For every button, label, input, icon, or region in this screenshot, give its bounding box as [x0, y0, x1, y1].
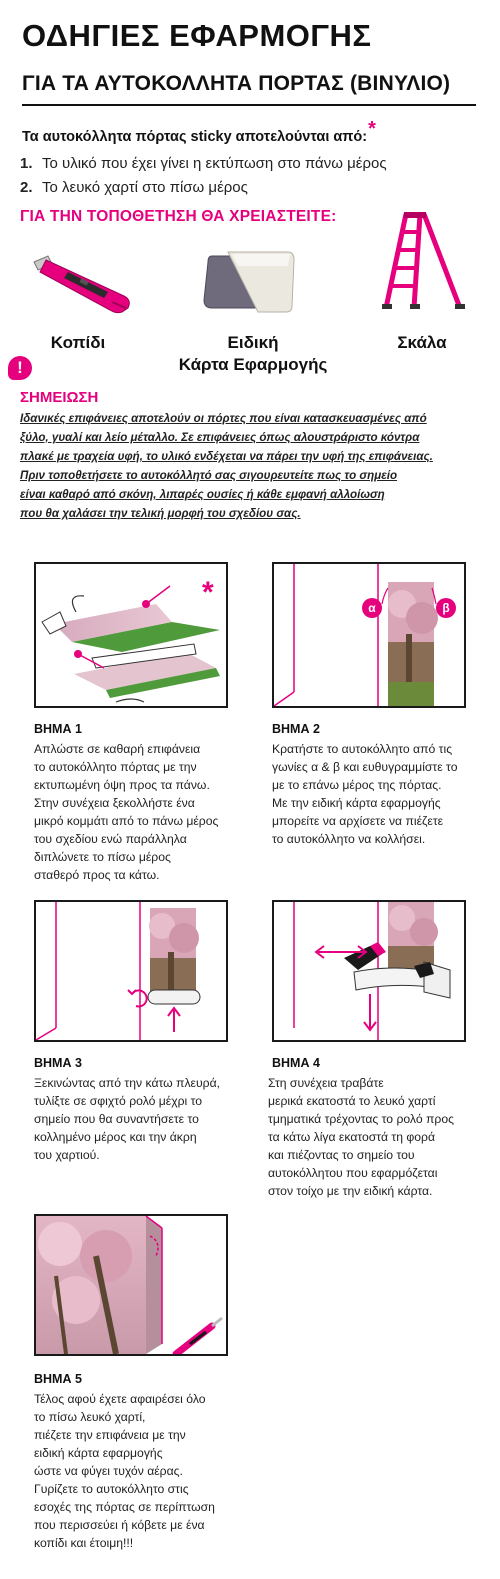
step-line: του σχεδίου ενώ παράλληλα: [34, 832, 187, 846]
step-4-title: ΒΗΜΑ 4: [272, 1056, 320, 1070]
squeegee-card-icon: [198, 246, 298, 316]
utility-knife-icon: [28, 250, 138, 320]
ladder-icon: [380, 210, 466, 310]
corner-b-label: β: [442, 601, 450, 615]
step-3-text: [34, 1074, 254, 1164]
step-2-text: [272, 740, 487, 848]
note-line: Πριν τοποθετήσετε το αυτοκόλλητό σας σιγουρευτείτε πως το σημείο: [20, 469, 398, 482]
step-1-illustration: [34, 562, 228, 708]
warning-icon: !: [8, 356, 32, 380]
list-number: 1.: [20, 155, 33, 172]
step-5-title: ΒΗΜΑ 5: [34, 1372, 82, 1386]
step-5-illustration: [34, 1214, 228, 1356]
step-line: στον τοίχο με την ειδική κάρτα.: [268, 1184, 433, 1198]
step-2-illustration: [272, 562, 466, 708]
step-line: Στη συνέχεια τραβάτε: [268, 1076, 384, 1090]
step-line: τα κάτω λίγα εκατοστά τη φορά: [268, 1130, 436, 1144]
page-subtitle: ΓΙΑ ΤΑ ΑΥΤΟΚΟΛΛΗΤΑ ΠΟΡΤΑΣ (ΒΙΝΥΛΙΟ): [22, 72, 451, 95]
tool-label-ladder: Σκάλα: [397, 333, 447, 352]
step-line: μπορείτε να αρχίσετε να πιέζετε: [272, 814, 444, 828]
step-line: ειδική κάρτα εφαρμογής: [34, 1446, 163, 1460]
step-line: τμηματικά τρέχοντας το ρολό προς: [268, 1112, 455, 1126]
title-divider: [22, 104, 476, 106]
step-line: Γυρίζετε το αυτοκόλλητο στις: [34, 1482, 189, 1496]
step-line: διπλώνετε το πίσω μέρος: [34, 850, 171, 864]
list-item: [20, 152, 387, 176]
step-line: τυλίξτε σε σφιχτό ρολό μέχρι το: [34, 1094, 203, 1108]
list-text: Το λευκό χαρτί στο πίσω μέρος: [42, 179, 248, 196]
step-line: κολλημένο μέρος και την άκρη: [34, 1130, 197, 1144]
step-1-text: [34, 740, 254, 884]
tool-label-card-line1: Ειδική: [227, 333, 279, 352]
step-1-title: ΒΗΜΑ 1: [34, 722, 82, 736]
corner-a-label: α: [368, 601, 376, 615]
step-4-text: [268, 1074, 493, 1200]
step-line: Κρατήστε το αυτοκόλλητο από τις: [272, 742, 453, 756]
step-line: το αυτοκόλλητο πόρτας με την: [34, 760, 197, 774]
step-3-illustration: [34, 900, 228, 1042]
list-number: 2.: [20, 179, 33, 196]
note-line: είναι καθαρό από σκόνη, λιπαρές ουσίες ή κάθε εμφανή αλλοίωση: [20, 488, 385, 501]
intro-label: Τα αυτοκόλλητα πόρτας sticky αποτελούνται από:: [22, 129, 368, 145]
step-line: του χαρτιού.: [34, 1148, 100, 1162]
components-list: [20, 152, 387, 200]
step-line: αυτοκόλλητου που εφαρμόζεται: [268, 1166, 438, 1180]
step-line: εκτυπωμένη όψη προς τα πάνω.: [34, 778, 210, 792]
step-line: Απλώστε σε καθαρή επιφάνεια: [34, 742, 201, 756]
step-line: μικρό κομμάτι από το πάνω μέρος: [34, 814, 219, 828]
step-line: Με την ειδική κάρτα εφαρμογής: [272, 796, 441, 810]
note-text: [20, 409, 480, 523]
note-title: ΣΗΜΕΙΩΣΗ: [20, 389, 99, 406]
step-line: το πίσω λευκό χαρτί,: [34, 1410, 146, 1424]
step-line: Ξεκινώντας από την κάτω πλευρά,: [34, 1076, 220, 1090]
step-line: που περισσεύει ή κόβετε με ένα: [34, 1518, 205, 1532]
tool-label-card: [168, 332, 338, 376]
step-line: Τέλος αφού έχετε αφαιρέσει όλο: [34, 1392, 206, 1406]
note-line: που θα χαλάσει την τελική μορφή του σχεδίου σας.: [20, 507, 301, 520]
step-line: εσοχές της πόρτας σε περίπτωση: [34, 1500, 215, 1514]
note-line: Ιδανικές επιφάνειες αποτελούν οι πόρτες που είναι κατασκευασμένες από: [20, 412, 427, 425]
step-line: με το επάνω μέρος της πόρτας.: [272, 778, 442, 792]
step-line: πιέζετε την επιφάνεια με την: [34, 1428, 186, 1442]
page-title: ΟΔΗΓΙΕΣ ΕΦΑΡΜΟΓΗΣ: [22, 18, 372, 53]
step-2-title: ΒΗΜΑ 2: [272, 722, 320, 736]
intro-text: [22, 118, 376, 147]
step-4-illustration: [272, 900, 466, 1042]
note-line: ξύλο, γυαλί και λείο μέταλλο. Σε επιφάνειες όπως αλουστράριστο κόντρα: [20, 431, 420, 444]
step-line: το αυτοκόλλητο να κολλήσει.: [272, 832, 426, 846]
step-3-title: ΒΗΜΑ 3: [34, 1056, 82, 1070]
tool-label-card-line2: Κάρτα Εφαρμογής: [178, 355, 328, 374]
step-line: μερικά εκατοστά το λευκό χαρτί: [268, 1094, 436, 1108]
tools-heading: ΓΙΑ ΤΗΝ ΤΟΠΟΘΕΤΗΣΗ ΘΑ ΧΡΕΙΑΣΤΕΙΤΕ:: [20, 208, 337, 225]
note-line: πλακέ με τραχεία υφή, το υλικό ενδέχεται να πάρει την υφή της επιφάνειας.: [20, 450, 433, 463]
tool-label-knife: Κοπίδι: [50, 333, 106, 352]
step-line: σταθερό προς τα κάτω.: [34, 868, 160, 882]
asterisk-icon: *: [368, 118, 376, 140]
step-line: και πιέζοντας το σημείο του: [268, 1148, 415, 1162]
step-5-text: [34, 1390, 264, 1552]
step-1-asterisk: *: [202, 576, 214, 609]
list-text: Το υλικό που έχει γίνει η εκτύπωση στο πάνω μέρος: [42, 155, 387, 172]
step-line: Στην συνέχεια ξεκολλήστε ένα: [34, 796, 195, 810]
step-line: κοπίδι και έτοιμη!!!: [34, 1536, 134, 1550]
step-line: σημείο που θα συναντήσετε το: [34, 1112, 199, 1126]
list-item: [20, 176, 387, 200]
step-line: ώστε να φύγει τυχόν αέρας.: [34, 1464, 183, 1478]
step-line: γωνίες α & β και ευθυγραμμίστε το: [272, 760, 458, 774]
